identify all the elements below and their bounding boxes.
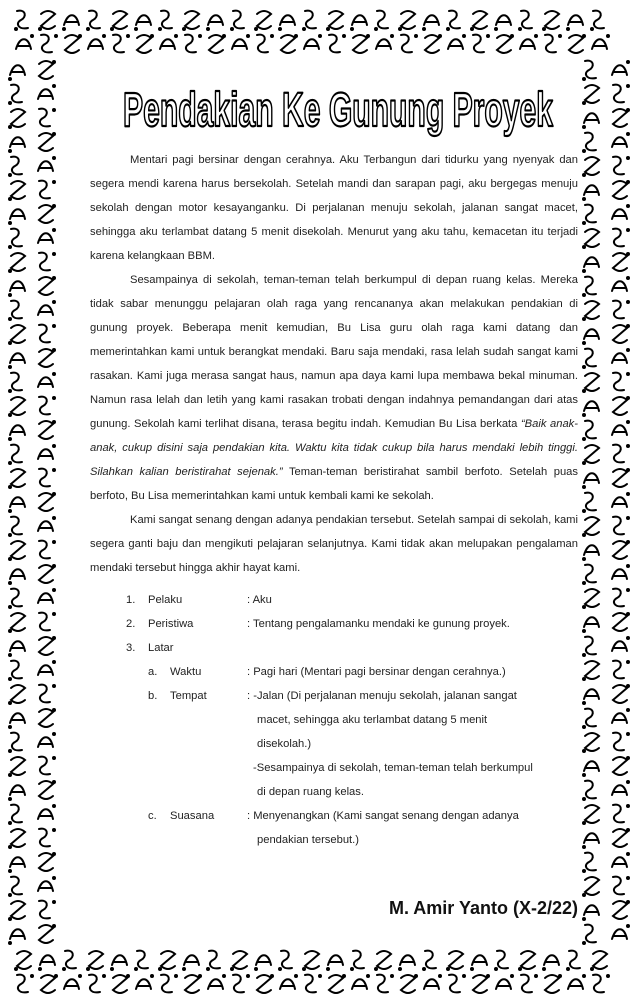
- list-item-peristiwa: 2. Peristiwa : Tentang pengalamanku mendaki ke gunung proyek.: [90, 612, 578, 636]
- border-doodle-icon: [582, 925, 596, 945]
- label-tempat: Tempat: [170, 690, 207, 702]
- border-doodle-icon: [446, 11, 460, 31]
- border-doodle-icon: [8, 713, 25, 729]
- border-doodle-icon: [8, 181, 25, 201]
- border-doodle-icon: [254, 955, 271, 971]
- border-doodle-icon: [39, 108, 56, 126]
- border-doodle-icon: [613, 732, 630, 750]
- border-doodle-icon: [134, 951, 148, 971]
- border-doodle-icon: [613, 444, 630, 462]
- page-title-text: Pendakian Ke Gunung Proyek: [123, 84, 554, 137]
- border-doodle-icon: [257, 974, 274, 993]
- border-doodle-icon: [89, 974, 106, 992]
- paragraph-text: Teman-teman beristirahat sambil berfoto. Setelah puas berfoto, Bu Lisa memerintahkan kami untuk kembali kami ke sekolah.: [90, 466, 578, 502]
- border-doodle-icon: [39, 924, 56, 943]
- border-doodle-icon: [582, 781, 596, 801]
- story-paragraphs: [90, 148, 578, 580]
- border-doodle-icon: [470, 955, 487, 971]
- border-doodle-icon: [568, 974, 586, 989]
- border-doodle-icon: [185, 974, 202, 993]
- border-doodle-icon: [582, 833, 599, 849]
- border-doodle-icon: [39, 276, 56, 295]
- border-doodle-icon: [281, 34, 298, 53]
- border-doodle-icon: [613, 540, 630, 559]
- border-doodle-icon: [352, 974, 370, 989]
- border-doodle-icon: [8, 353, 25, 369]
- border-doodle-icon: [14, 951, 31, 971]
- label-peristiwa: Peristiwa: [148, 618, 194, 630]
- border-doodle-icon: [613, 300, 630, 318]
- paragraph-text: Mentari pagi bersinar dengan cerahnya. Aku Terbangun dari tidurku yang nyenyak dan segera mendi karena harus bersekolah. Setelah mandi dan sarapan pagi, aku bergegas menuju sekolah dengan motor kesayanganku. Di perjalanan menuju sekolah, jalanan sangat macet, sehingga aku terlambat datang 5 menit disekolah. Menurut yang aku tahu, kemacetan itu terjadi karena kelangkaan BBM.: [90, 154, 578, 262]
- border-doodle-icon: [8, 445, 22, 465]
- border-doodle-icon: [582, 661, 599, 681]
- border-doodle-icon: [8, 805, 22, 825]
- story-paragraph: [90, 148, 578, 268]
- border-doodle-icon: [38, 588, 56, 603]
- value-tempat-line3: disekolah.): [257, 738, 312, 750]
- border-doodle-icon: [329, 34, 346, 52]
- border-doodle-icon: [612, 348, 630, 363]
- border-doodle-icon: [39, 708, 56, 727]
- border-doodle-icon: [473, 974, 490, 993]
- border-doodle-icon: [520, 34, 538, 49]
- border-doodle-icon: [401, 34, 418, 52]
- border-doodle-icon: [582, 133, 596, 153]
- border-doodle-icon: [613, 588, 630, 606]
- border-doodle-icon: [494, 951, 508, 971]
- border-doodle-icon: [613, 900, 630, 919]
- border-doodle-icon: [305, 974, 322, 992]
- border-doodle-icon: [613, 684, 630, 703]
- border-doodle-icon: [8, 229, 22, 249]
- border-doodle-icon: [39, 756, 56, 774]
- label-waktu: Waktu: [170, 666, 202, 678]
- list-item-pelaku: 1. Pelaku : Aku: [90, 588, 578, 612]
- border-doodle-icon: [8, 425, 25, 441]
- border-doodle-icon: [613, 372, 630, 390]
- border-doodle-icon: [86, 951, 103, 971]
- border-doodle-icon: [518, 951, 535, 971]
- border-doodle-icon: [582, 185, 599, 201]
- border-doodle-icon: [518, 11, 532, 31]
- border-doodle-icon: [8, 253, 25, 273]
- border-doodle-icon: [422, 15, 439, 31]
- border-doodle-icon: [8, 685, 25, 705]
- border-doodle-icon: [326, 955, 343, 971]
- border-doodle-icon: [39, 348, 56, 367]
- border-doodle-icon: [326, 11, 343, 31]
- border-doodle-icon: [39, 324, 56, 342]
- border-doodle-icon: [38, 660, 56, 675]
- border-doodle-icon: [8, 613, 25, 633]
- border-doodle-icon: [137, 34, 154, 53]
- border-doodle-icon: [8, 857, 25, 873]
- border-doodle-icon: [329, 974, 346, 993]
- border-doodle-icon: [8, 877, 22, 897]
- border-doodle-icon: [8, 85, 22, 105]
- border-doodle-icon: [39, 252, 56, 270]
- value-tempat-line2: macet, sehingga aku terlambat datang 5 menit: [257, 714, 488, 726]
- border-doodle-icon: [612, 420, 630, 435]
- border-doodle-icon: [8, 785, 25, 801]
- border-doodle-icon: [158, 951, 175, 971]
- border-doodle-icon: [376, 34, 394, 49]
- border-doodle-icon: [350, 951, 364, 971]
- border-doodle-icon: [39, 204, 56, 223]
- border-doodle-icon: [566, 15, 583, 31]
- border-doodle-icon: [41, 974, 58, 993]
- border-doodle-icon: [613, 468, 630, 487]
- border-doodle-icon: [38, 11, 55, 31]
- border-doodle-icon: [612, 276, 630, 291]
- border-doodle-icon: [278, 951, 292, 971]
- border-doodle-icon: [38, 955, 55, 971]
- border-doodle-icon: [39, 828, 56, 846]
- border-doodle-icon: [62, 951, 76, 971]
- border-doodle-icon: [302, 951, 319, 971]
- border-doodle-icon: [39, 684, 56, 702]
- border-doodle-icon: [545, 34, 562, 52]
- border-doodle-icon: [38, 156, 56, 171]
- border-doodle-icon: [613, 396, 630, 415]
- border-doodle-icon: [8, 301, 22, 321]
- border-doodle-icon: [8, 137, 25, 153]
- border-doodle-icon: [8, 541, 25, 561]
- border-doodle-icon: [8, 829, 25, 849]
- border-doodle-icon: [158, 11, 172, 31]
- border-doodle-icon: [113, 974, 130, 993]
- border-doodle-icon: [582, 257, 599, 273]
- border-doodle-icon: [257, 34, 274, 52]
- border-doodle-icon: [613, 108, 630, 127]
- border-doodle-icon: [582, 157, 599, 177]
- value-peristiwa: : Tentang pengalamanku mendaki ke gunung proyek.: [247, 618, 510, 630]
- border-doodle-icon: [613, 804, 630, 822]
- border-doodle-icon: [582, 445, 599, 465]
- border-doodle-icon: [39, 780, 56, 799]
- border-doodle-icon: [8, 373, 22, 393]
- border-doodle-icon: [8, 901, 25, 921]
- border-doodle-icon: [542, 955, 559, 971]
- border-doodle-icon: [424, 974, 442, 989]
- border-doodle-icon: [582, 373, 599, 393]
- border-doodle-icon: [39, 420, 56, 439]
- border-doodle-icon: [613, 84, 630, 102]
- border-doodle-icon: [182, 955, 199, 971]
- border-doodle-icon: [38, 804, 56, 819]
- border-doodle-icon: [582, 637, 596, 657]
- border-doodle-icon: [65, 34, 82, 53]
- border-doodle-icon: [582, 493, 596, 513]
- border-doodle-icon: [280, 974, 298, 989]
- border-doodle-icon: [374, 951, 391, 971]
- border-doodle-icon: [582, 349, 596, 369]
- border-doodle-icon: [582, 761, 599, 777]
- quote-text: “Baik anak-anak, cukup disini saja pendakian kita. Waktu kita tidak cukup bila harus mendaki lebih tinggi. Silahkan kalian beristirahat sejenak.”: [90, 418, 578, 478]
- border-doodle-icon: [582, 877, 599, 897]
- border-doodle-icon: [8, 929, 25, 945]
- border-doodle-icon: [612, 60, 630, 75]
- border-doodle-icon: [39, 180, 56, 198]
- border-doodle-icon: [613, 228, 630, 246]
- border-doodle-icon: [613, 252, 630, 271]
- border-doodle-icon: [62, 15, 79, 31]
- border-doodle-icon: [39, 612, 56, 630]
- border-doodle-icon: [39, 564, 56, 583]
- border-doodle-icon: [398, 955, 415, 971]
- border-doodle-icon: [582, 545, 599, 561]
- border-doodle-icon: [38, 444, 56, 459]
- border-doodle-icon: [8, 209, 25, 225]
- border-doodle-icon: [39, 492, 56, 511]
- border-doodle-icon: [39, 468, 56, 486]
- story-paragraph: [90, 508, 578, 580]
- border-doodle-icon: [88, 34, 106, 49]
- border-doodle-icon: [582, 689, 599, 705]
- border-doodle-icon: [39, 636, 56, 655]
- border-doodle-icon: [582, 301, 599, 321]
- border-doodle-icon: [582, 733, 599, 753]
- story-elements-list: [90, 588, 578, 852]
- border-doodle-icon: [613, 516, 630, 534]
- story-paragraph: [90, 268, 578, 508]
- list-item-tempat: b. Tempat : -Jalan (Di perjalanan menuju sekolah, jalanan sangat: [90, 684, 578, 708]
- border-doodle-icon: [582, 709, 596, 729]
- border-doodle-icon: [38, 876, 56, 891]
- border-doodle-icon: [582, 565, 596, 585]
- border-doodle-icon: [39, 60, 56, 79]
- border-doodle-icon: [590, 11, 604, 31]
- border-doodle-icon: [494, 15, 511, 31]
- value-tempat-line5: di depan ruang kelas.: [257, 786, 364, 798]
- border-doodle-icon: [582, 329, 599, 345]
- border-doodle-icon: [473, 34, 490, 52]
- border-doodle-icon: [569, 34, 586, 53]
- border-doodle-icon: [17, 974, 34, 992]
- border-doodle-icon: [38, 516, 56, 531]
- border-doodle-icon: [38, 84, 56, 99]
- border-doodle-icon: [39, 132, 56, 151]
- border-doodle-icon: [613, 876, 630, 894]
- border-doodle-icon: [593, 974, 610, 992]
- border-doodle-icon: [582, 229, 599, 249]
- border-doodle-icon: [613, 324, 630, 343]
- border-doodle-icon: [521, 974, 538, 992]
- border-doodle-icon: [254, 11, 271, 31]
- border-doodle-icon: [582, 905, 599, 921]
- border-doodle-icon: [350, 15, 367, 31]
- border-doodle-icon: [613, 660, 630, 678]
- border-doodle-icon: [8, 65, 25, 81]
- border-doodle-icon: [8, 757, 25, 777]
- border-doodle-icon: [185, 34, 202, 52]
- border-doodle-icon: [401, 974, 418, 993]
- border-doodle-icon: [612, 852, 630, 867]
- border-doodle-icon: [590, 951, 607, 971]
- border-doodle-icon: [612, 636, 630, 651]
- border-doodle-icon: [304, 34, 322, 49]
- border-doodle-icon: [545, 974, 562, 993]
- value-suasana-line1: : Menyenangkan (Kami sangat senang dengan adanya: [247, 810, 519, 822]
- border-doodle-icon: [612, 780, 630, 795]
- border-doodle-icon: [136, 974, 154, 989]
- border-doodle-icon: [278, 15, 295, 31]
- border-doodle-icon: [377, 974, 394, 992]
- border-doodle-icon: [302, 11, 316, 31]
- border-doodle-icon: [592, 34, 610, 49]
- border-doodle-icon: [8, 281, 25, 297]
- author-signature: M. Amir Yanto (X-2/22): [388, 898, 578, 918]
- border-doodle-icon: [8, 469, 25, 489]
- border-doodle-icon: [582, 205, 596, 225]
- border-doodle-icon: [38, 372, 56, 387]
- value-suasana-line2: pendakian tersebut.): [257, 834, 359, 846]
- border-doodle-icon: [582, 113, 599, 129]
- border-doodle-icon: [613, 828, 630, 847]
- border-doodle-icon: [582, 517, 599, 537]
- border-doodle-icon: [182, 11, 199, 31]
- border-doodle-icon: [582, 85, 599, 105]
- border-doodle-icon: [38, 300, 56, 315]
- border-doodle-icon: [496, 974, 514, 989]
- border-doodle-icon: [232, 34, 250, 49]
- paragraph-text: Sesampainya di sekolah, teman-teman telah berkumpul di depan ruang kelas. Mereka tidak sabar menunggu pelajaran olah raga yang rencananya akan melakukan pendakian di gunung proyek. Beberapa menit kemudian, Bu Lisa guru olah raga kami datang dan memerintahkan kami untuk berangkat mendaki. Baru saja mendaki, rasa lelah sudah sangat kami rasakan. Kami juga merasa sangat haus, namun apa daya kami lupa membawa bekal minuman. Namun rasa lelah dan letih yang kami rasakan trobati dengan indahnya pemandangan dari atas gunung. Sekolah kami terlihat disana, terasa begitu indah. Kemudian Bu Lisa berkata: [90, 274, 578, 430]
- border-doodle-icon: [230, 11, 244, 31]
- border-doodle-icon: [113, 34, 130, 52]
- label-pelaku: Pelaku: [148, 594, 183, 606]
- value-tempat-line1: : -Jalan (Di perjalanan menuju sekolah, jalanan sangat: [247, 690, 517, 702]
- border-doodle-icon: [566, 951, 580, 971]
- border-doodle-icon: [8, 733, 22, 753]
- border-doodle-icon: [160, 34, 178, 49]
- border-doodle-icon: [398, 11, 415, 31]
- border-doodle-icon: [613, 756, 630, 775]
- border-doodle-icon: [209, 34, 226, 53]
- border-doodle-icon: [425, 34, 442, 53]
- border-doodle-icon: [39, 900, 56, 918]
- border-doodle-icon: [64, 974, 82, 989]
- value-pelaku: : Aku: [247, 594, 272, 606]
- border-doodle-icon: [161, 974, 178, 992]
- border-doodle-icon: [353, 34, 370, 53]
- border-doodle-icon: [208, 974, 226, 989]
- value-waktu: : Pagi hari (Mentari pagi bersinar dengan cerahnya.): [247, 666, 506, 678]
- border-doodle-icon: [497, 34, 514, 53]
- page-title: [118, 64, 558, 144]
- border-doodle-icon: [8, 325, 25, 345]
- border-doodle-icon: [470, 11, 487, 31]
- border-doodle-icon: [582, 401, 599, 417]
- border-doodle-icon: [612, 132, 630, 147]
- paragraph-text: Kami sangat senang dengan adanya pendakian tersebut. Setelah sampai di sekolah, kami segera ganti baju dan mengikuti pelajaran selanjutnya. Kami tidak akan melupakan pengalaman mendaki tersebut hingga akhir hayat kami.: [90, 514, 578, 574]
- value-tempat-line4: -Sesampainya di sekolah, teman-teman telah berkumpul: [253, 762, 533, 774]
- border-doodle-icon: [449, 974, 466, 992]
- border-doodle-icon: [8, 397, 25, 417]
- border-doodle-icon: [582, 277, 596, 297]
- border-doodle-icon: [8, 661, 22, 681]
- border-doodle-icon: [613, 156, 630, 174]
- border-doodle-icon: [8, 497, 25, 513]
- border-doodle-icon: [613, 180, 630, 199]
- border-doodle-icon: [206, 951, 220, 971]
- border-doodle-icon: [86, 11, 100, 31]
- border-doodle-icon: [582, 853, 596, 873]
- border-doodle-icon: [582, 617, 599, 633]
- list-item-suasana: c. Suasana : Menyenangkan (Kami sangat senang dengan adanya: [90, 804, 578, 828]
- border-doodle-icon: [612, 564, 630, 579]
- border-doodle-icon: [612, 924, 630, 939]
- border-doodle-icon: [41, 34, 58, 52]
- border-doodle-icon: [8, 109, 25, 129]
- border-doodle-icon: [230, 951, 247, 971]
- border-doodle-icon: [206, 15, 223, 31]
- border-doodle-icon: [110, 11, 127, 31]
- border-doodle-icon: [422, 951, 436, 971]
- border-doodle-icon: [448, 34, 466, 49]
- border-doodle-icon: [613, 612, 630, 631]
- border-doodle-icon: [39, 540, 56, 558]
- border-doodle-icon: [39, 852, 56, 871]
- border-doodle-icon: [582, 421, 596, 441]
- border-doodle-icon: [233, 974, 250, 992]
- label-latar: Latar: [148, 642, 174, 654]
- border-doodle-icon: [38, 732, 56, 747]
- label-suasana: Suasana: [170, 810, 215, 822]
- list-item-waktu: a. Waktu : Pagi hari (Mentari pagi bersinar dengan cerahnya.): [90, 660, 578, 684]
- border-doodle-icon: [16, 34, 34, 49]
- border-doodle-icon: [8, 641, 25, 657]
- border-doodle-icon: [374, 11, 388, 31]
- border-doodle-icon: [582, 589, 599, 609]
- story-content: [90, 148, 578, 852]
- border-doodle-icon: [446, 951, 463, 971]
- border-doodle-icon: [134, 15, 151, 31]
- border-doodle-icon: [542, 11, 559, 31]
- border-doodle-icon: [8, 157, 22, 177]
- border-doodle-icon: [582, 805, 599, 825]
- border-doodle-icon: [14, 11, 28, 31]
- border-doodle-icon: [612, 492, 630, 507]
- border-doodle-icon: [39, 396, 56, 414]
- border-doodle-icon: [38, 228, 56, 243]
- border-doodle-icon: [110, 955, 127, 971]
- border-doodle-icon: [8, 517, 22, 537]
- border-doodle-icon: [612, 204, 630, 219]
- border-doodle-icon: [8, 569, 25, 585]
- border-doodle-icon: [8, 589, 22, 609]
- border-doodle-icon: [582, 473, 599, 489]
- border-doodle-icon: [582, 61, 596, 81]
- border-doodle-icon: [612, 708, 630, 723]
- list-item-latar: 3. Latar: [126, 642, 174, 654]
